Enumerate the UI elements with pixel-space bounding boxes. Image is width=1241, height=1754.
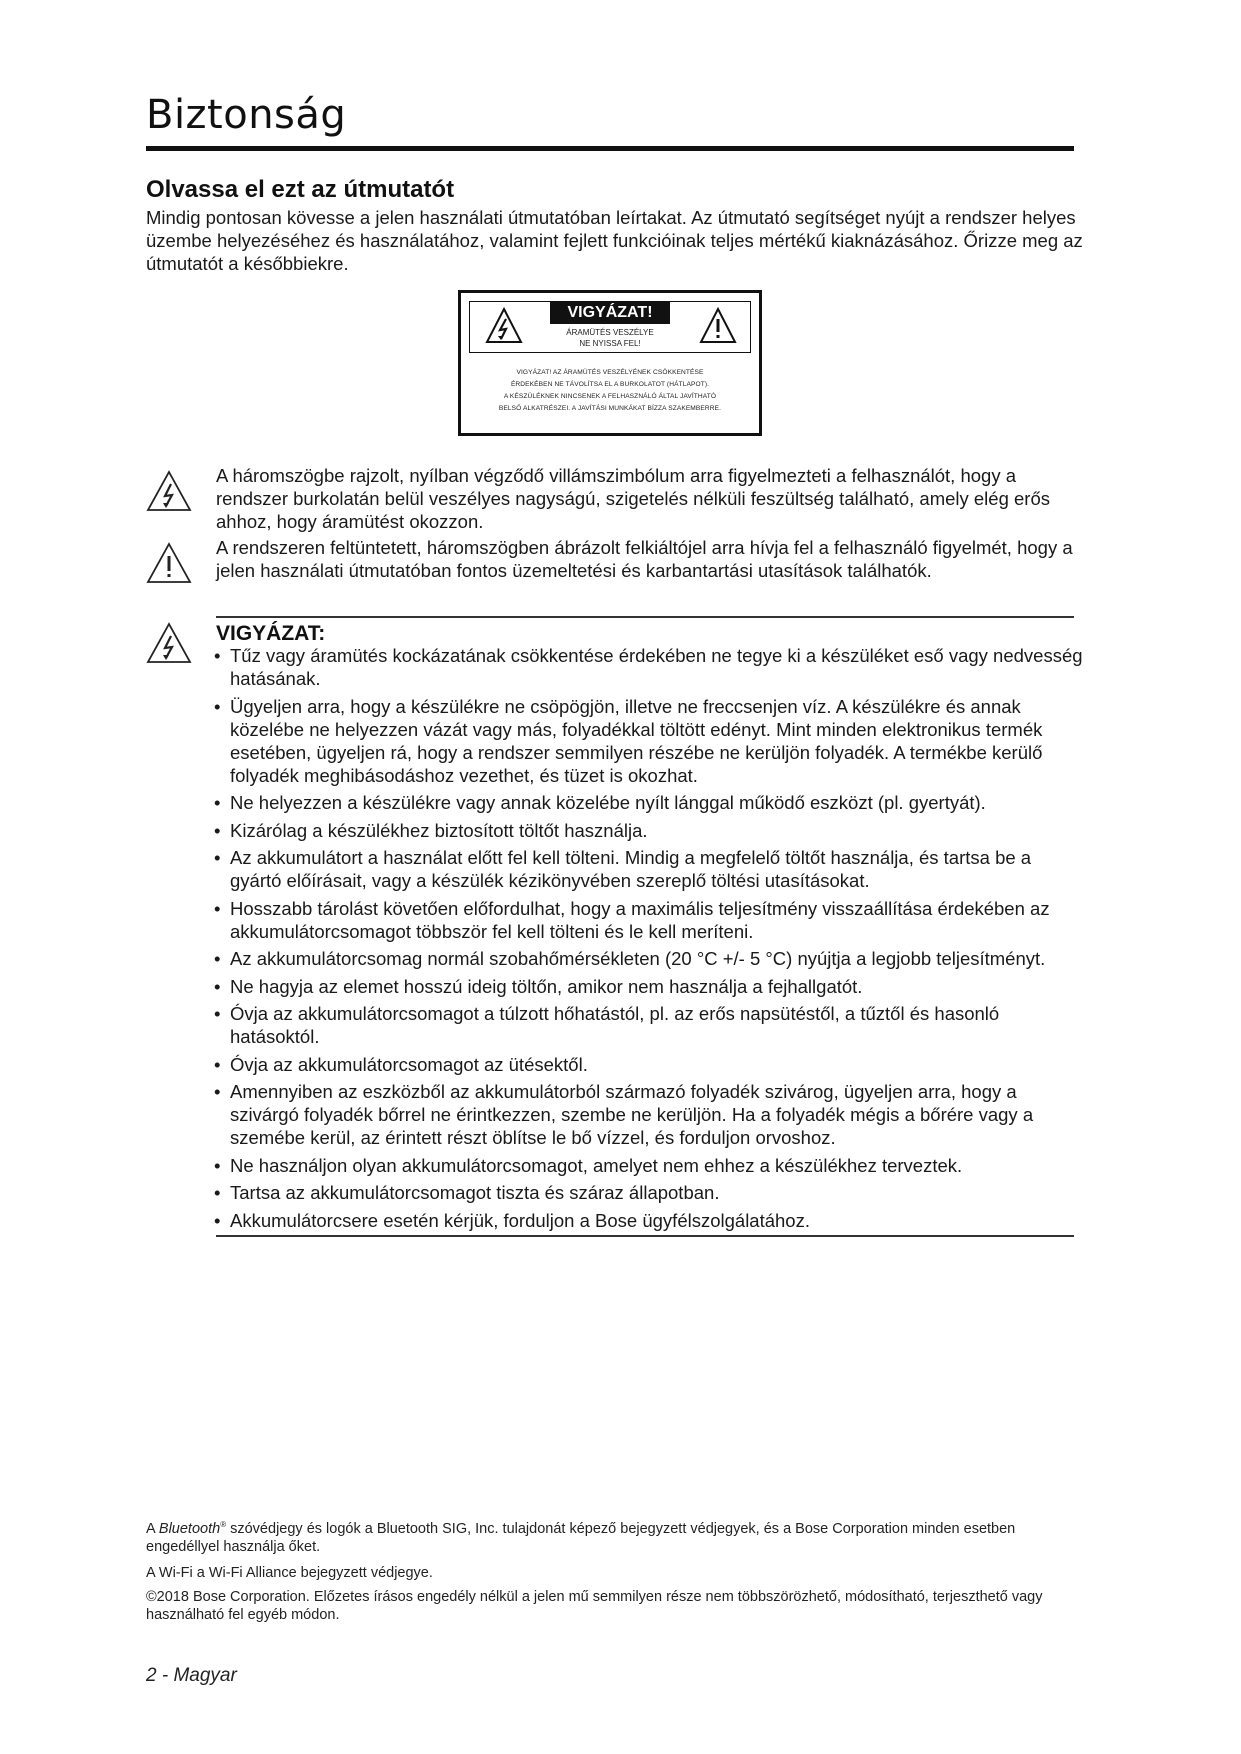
bluetooth-trademark-note: [146, 1516, 1066, 1556]
caution-item: • Ne helyezzen a készülékre vagy annak közelébe nyílt lánggal működő eszközt (pl. gyertyát).: [214, 791, 1084, 814]
caution-list: [214, 644, 1084, 1236]
exclamation-triangle-icon: [146, 542, 192, 584]
lightning-triangle-icon: [146, 470, 192, 512]
intro-paragraph: Mindig pontosan kövesse a jelen használati útmutatóban leírtakat. Az útmutató segítséget nyújt a rendszer helyes üzembe helyezéséhez és használatához, valamint fejlett funkcióinak teljes mértékű kiaknázásához. Őrizze meg az útmutatót a későbbiekre.: [146, 207, 1083, 274]
caution-title: VIGYÁZAT:: [216, 622, 326, 645]
lightning-triangle-icon: [484, 306, 524, 346]
caution-item: • Kizárólag a készülékhez biztosított töltőt használja.: [214, 819, 1084, 842]
registered-mark: ®: [220, 1520, 227, 1529]
caution-item: • Tűz vagy áramütés kockázatának csökkentése érdekében ne tegye ki a készüléket eső vagy nedvesség hatásának.: [214, 644, 1084, 690]
lightning-symbol-description: A háromszögbe rajzolt, nyílban végződő villámszimbólum arra figyelmezteti a felhasználót, hogy a rendszer burkolatán belül veszélyes nagyságú, szigetelés nélküli feszültség található, amely elég erős ahhoz, hogy áramütést okozzon.: [216, 465, 1050, 532]
exclamation-triangle-icon: [698, 306, 738, 346]
exclamation-symbol-description: A rendszeren feltüntetett, háromszögben ábrázolt felkiáltójel arra hívja fel a felhasználó figyelmét, hogy a jelen használati útmutatóban fontos üzemeltetési és karbantartási utasítások találhatók.: [216, 537, 1073, 581]
warning-label-banner: VIGYÁZAT!: [550, 302, 670, 324]
bluetooth-name: Bluetooth: [158, 1520, 221, 1537]
section-heading: Olvassa el ezt az útmutatót: [146, 176, 455, 203]
bluetooth-note-prefix: A: [146, 1520, 159, 1537]
caution-bottom-rule: [216, 1235, 1074, 1237]
caution-item: • Hosszabb tárolást követően előfordulhat, hogy a maximális teljesítmény visszaállítása érdekében az akkumulátorcsomagot többször fel kell tölteni és le kell meríteni.: [214, 897, 1084, 943]
title-rule: [146, 146, 1074, 151]
caution-top-rule: [216, 616, 1074, 618]
caution-item: • Akkumulátorcsere esetén kérjük, forduljon a Bose ügyfélszolgálatához.: [214, 1209, 1084, 1232]
warning-label-line: BELSŐ ALKATRÉSZEI. A JAVÍTÁSI MUNKÁKAT BÍZZA SZAKEMBERRE.: [498, 405, 722, 412]
caution-item: • Ne használjon olyan akkumulátorcsomagot, amelyet nem ehhez a készülékhez terveztek.: [214, 1154, 1084, 1177]
warning-label-line: A KÉSZÜLÉKNEK NINCSENEK A FELHASZNÁLÓ ÁLTAL JAVÍTHATÓ: [503, 393, 717, 400]
caution-item: • Ne hagyja az elemet hosszú ideig töltőn, amikor nem használja a fejhallgatót.: [214, 975, 1084, 998]
caution-item: • Ügyeljen arra, hogy a készülékre ne csöpögjön, illetve ne freccsenjen víz. A készülékre és annak közelébe ne helyezzen vázát vagy más, folyadékkal töltött edényt. Mint minden elektronikus termék esetében, ügyeljen rá, hogy a rendszer semmilyen részébe ne kerüljön folyadék. A termékbe kerülő folyadék meghibásodáshoz vezethet, és tüzet is okozhat.: [214, 695, 1084, 787]
warning-label: [458, 290, 762, 436]
caution-item: • Az akkumulátorcsomag normál szobahőmérsékleten (20 °C +/- 5 °C) nyújtja a legjobb teljesítményt.: [214, 947, 1084, 970]
warning-label-subtitle: [540, 327, 680, 349]
page-title: Biztonság: [146, 92, 347, 138]
warning-label-text: [465, 367, 755, 415]
caution-item: • Óvja az akkumulátorcsomagot az ütésektől.: [214, 1053, 1084, 1076]
caution-item: • Amennyiben az eszközből az akkumulátorból származó folyadék szivárog, ügyeljen arra, hogy a szivárgó folyadék bőrrel ne érintkezzen, szembe ne kerüljön. Ha a folyadék mégis a bőrére vagy a szemébe kerül, az érintett részt öblítse le bő vízzel, és forduljon orvoshoz.: [214, 1080, 1084, 1149]
caution-item: • Tartsa az akkumulátorcsomagot tiszta és száraz állapotban.: [214, 1181, 1084, 1204]
copyright-note: ©2018 Bose Corporation. Előzetes írásos engedély nélkül a jelen mű semmilyen része nem többszörözhető, módosítható, terjeszthető vagy használható fel egyéb módon.: [146, 1589, 1043, 1623]
warning-label-line: VIGYÁZAT! AZ ÁRAMÜTÉS VESZÉLYÉNEK CSÖKKENTÉSE: [516, 369, 704, 376]
page-number: 2 - Magyar: [146, 1665, 237, 1686]
caution-item: • Az akkumulátort a használat előtt fel kell tölteni. Mindig a megfelelő töltőt használja, és tartsa be a gyártó előírásait, vagy a készülék kézikönyvében szereplő töltési utasításokat.: [214, 846, 1084, 892]
wifi-trademark-note: A Wi-Fi a Wi-Fi Alliance bejegyzett védjegye.: [146, 1565, 433, 1581]
caution-item: • Óvja az akkumulátorcsomagot a túlzott hőhatástól, pl. az erős napsütéstől, a tűztől és hasonló hatásoktól.: [214, 1002, 1084, 1048]
bluetooth-note-rest: szóvédjegy és logók a Bluetooth SIG, Inc. tulajdonát képező bejegyzett védjegyek, és a Bose Corporation minden esetben engedéllyel használja őket.: [146, 1520, 1016, 1555]
lightning-triangle-icon: [146, 622, 192, 664]
warning-label-sub-line: ÁRAMÜTÉS VESZÉLYE: [566, 328, 654, 337]
warning-label-line: ÉRDEKÉBEN NE TÁVOLÍTSA EL A BURKOLATOT (HÁTLAPOT).: [510, 381, 710, 388]
warning-label-header: [469, 301, 751, 353]
warning-label-sub-line: NE NYISSA FEL!: [579, 339, 641, 348]
